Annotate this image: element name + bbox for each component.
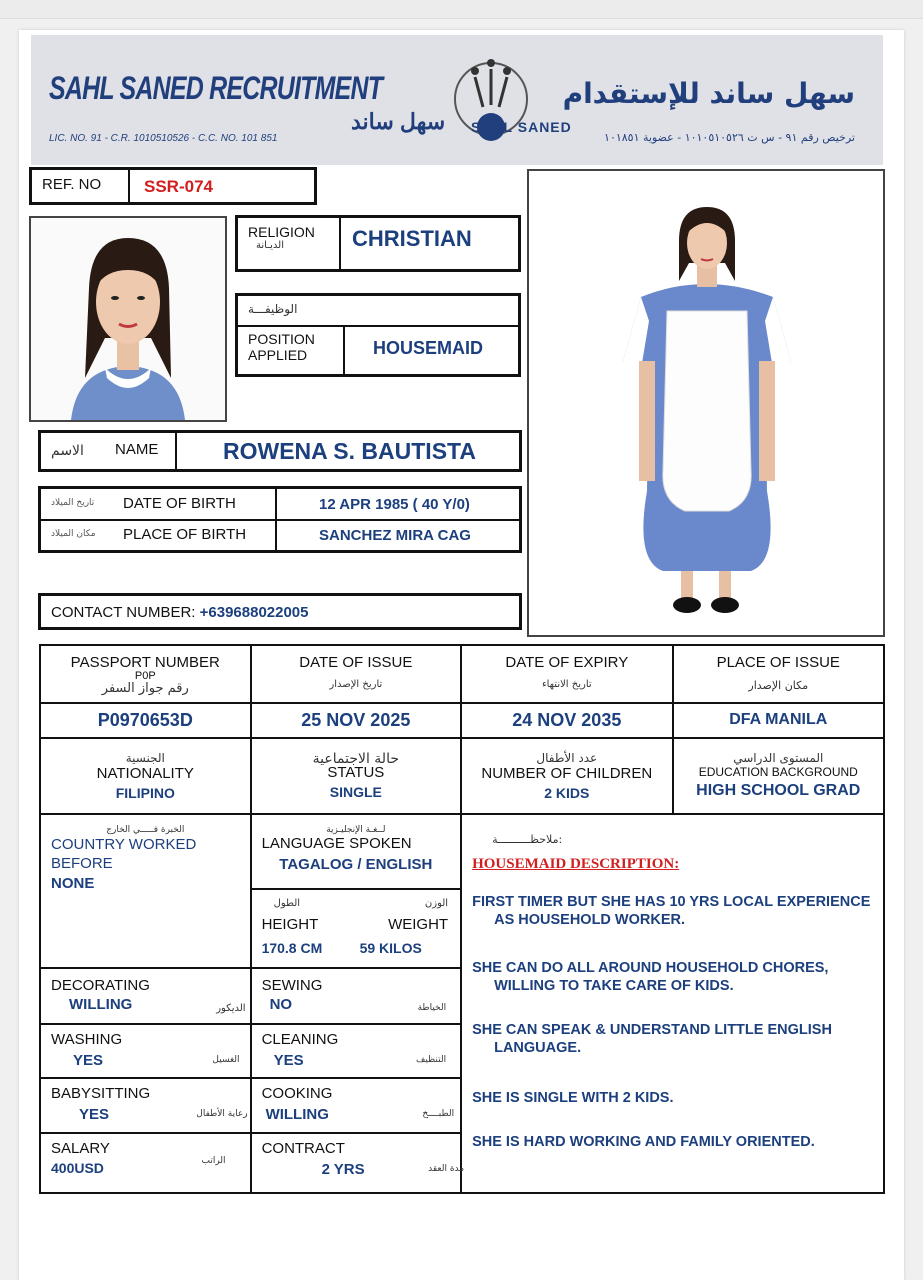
passport-number-header (40, 645, 251, 703)
skill-cooking-label: COOKING (261, 1085, 333, 1102)
education-cell (673, 738, 884, 814)
skill-babysitting-label: BABYSITTING (51, 1085, 151, 1102)
skill-sewing-ar: الخياطة (417, 1003, 447, 1013)
expiry-date-header (461, 645, 672, 703)
skill-cleaning-ar: التنظيف (416, 1055, 447, 1065)
height-label: HEIGHT (261, 916, 319, 933)
license-en: LIC. NO. 91 - C.R. 1010510526 - C.C. NO. 101 851 (49, 133, 278, 144)
name-box (38, 430, 522, 472)
issue-date-label: DATE OF ISSUE (299, 654, 413, 671)
religion-value: CHRISTIAN (352, 226, 472, 251)
skill-babysitting-cell (40, 1078, 251, 1133)
nationality-label-ar: الجنسية (125, 751, 165, 765)
salary-value: 400USD (51, 1160, 104, 1176)
education-label: EDUCATION BACKGROUND (698, 765, 858, 779)
height-label-ar: الطول (273, 898, 301, 909)
passport-number-sub: P0P (134, 670, 156, 682)
contract-ar: مدة العقد (428, 1164, 465, 1174)
position-box (235, 293, 521, 377)
experience-label: COUNTRY WORKED BEFORE (51, 836, 197, 872)
weight-value: 59 KILOS (359, 940, 422, 956)
language-label-ar: لــغـة الإنجليـزية (326, 825, 386, 835)
name-label: NAME (115, 441, 159, 458)
religion-label-ar: الديـانة (256, 240, 284, 251)
salary-ar: الراتب (201, 1156, 226, 1166)
ref-no-box (29, 167, 317, 205)
issue-place: DFA MANILA (729, 711, 828, 728)
language-cell (251, 814, 462, 889)
weight-label-ar: الوزن (424, 898, 449, 909)
nationality-label: NATIONALITY (96, 765, 194, 782)
passport-number: P0970653D (97, 710, 193, 730)
skill-sewing-value: NO (269, 996, 293, 1013)
position-label-ar: الوظيفـــة (248, 302, 298, 316)
pob-value: SANCHEZ MIRA CAG (319, 527, 471, 544)
children-cell (461, 738, 672, 814)
skill-cleaning-label: CLEANING (261, 1031, 339, 1048)
ref-no-value: SSR-074 (144, 177, 213, 196)
portrait-photo-icon (31, 218, 225, 420)
company-name-ar: سهل ساند للإستقدام (562, 77, 855, 110)
remarks-title: HOUSEMAID DESCRIPTION: (472, 856, 680, 872)
issue-date: 25 NOV 2025 (301, 710, 411, 730)
skill-decorating-cell (40, 968, 251, 1024)
company-header (31, 35, 883, 165)
remark-line-5: SHE IS HARD WORKING AND FAMILY ORIENTED. (472, 1134, 815, 1150)
contract-label: CONTRACT (261, 1140, 345, 1157)
remarks-cell (461, 814, 884, 1193)
skill-cleaning-value: YES (273, 1052, 304, 1069)
remark-line-3: SHE CAN SPEAK & UNDERSTAND LITTLE ENGLISH LANGUAGE. (472, 1022, 832, 1056)
skill-cleaning-cell (251, 1024, 462, 1078)
skill-cooking-cell (251, 1078, 462, 1133)
nationality-value: FILIPINO (115, 785, 175, 801)
browser-top-bar (0, 0, 923, 19)
children-value: 2 KIDS (544, 785, 590, 801)
pob-label: PLACE OF BIRTH (123, 526, 247, 543)
issue-place-cell (673, 703, 884, 738)
skill-cooking-value: WILLING (265, 1106, 329, 1123)
skill-sewing-cell (251, 968, 462, 1024)
issue-date-label-ar: تاريخ الإصدار (329, 679, 383, 690)
issue-place-label-ar: مكان الإصدار (748, 679, 809, 692)
dob-label-ar: تاريخ الميلاد (51, 498, 95, 508)
details-table (39, 644, 885, 1194)
issue-place-header (673, 645, 884, 703)
company-name-en: SAHL SANED RECRUITMENT (49, 70, 383, 106)
remarks-label-ar: ملاحظــــــــــة: (492, 833, 563, 846)
full-body-photo (527, 169, 885, 637)
education-value: HIGH SCHOOL GRAD (696, 782, 861, 799)
license-ar: ترخيص رقم ٩١ - س ت ١٠١٠٥١٠٥٢٦ - عضوية ١٠١٨٥١ (604, 131, 855, 144)
contact-line (51, 604, 309, 621)
language-label: LANGUAGE SPOKEN (261, 835, 412, 852)
name-label-ar: الاسم (51, 443, 84, 459)
remark-line-2: SHE CAN DO ALL AROUND HOUSEHOLD CHORES, WILLING TO TAKE CARE OF KIDS. (472, 960, 829, 994)
dob-value: 12 APR 1985 ( 40 Y/0) (319, 496, 470, 513)
contact-value: +639688022005 (199, 604, 309, 621)
skill-washing-value: YES (73, 1052, 104, 1069)
salary-label: SALARY (51, 1140, 110, 1157)
status-cell (251, 738, 462, 814)
children-label: NUMBER OF CHILDREN (481, 765, 653, 782)
skill-sewing-label: SEWING (261, 977, 323, 994)
position-label: POSITION APPLIED (238, 327, 345, 374)
birth-divider (41, 519, 519, 521)
skill-cooking-ar: الطبــــخ (422, 1109, 455, 1119)
religion-box (235, 215, 521, 272)
skill-washing-cell (40, 1024, 251, 1078)
expiry-date-label: DATE OF EXPIRY (505, 654, 629, 671)
logo-text-ar: سهل ساند (351, 109, 446, 134)
full-body-photo-icon (529, 171, 883, 635)
ref-no-label: REF. NO (32, 170, 130, 202)
contact-label: CONTACT NUMBER: (51, 604, 196, 621)
language-value: TAGALOG / ENGLISH (279, 856, 433, 873)
skill-washing-label: WASHING (51, 1031, 123, 1048)
issue-date-header (251, 645, 462, 703)
name-value: ROWENA S. BAUTISTA (223, 438, 476, 464)
position-value: HOUSEMAID (373, 338, 484, 358)
issue-place-label: PLACE OF ISSUE (716, 654, 840, 671)
remark-line-1: FIRST TIMER BUT SHE HAS 10 YRS LOCAL EXPERIENCE AS HOUSEHOLD WORKER. (472, 894, 871, 928)
skill-decorating-ar: الديكور (216, 1003, 246, 1014)
cv-page (19, 30, 904, 1280)
salary-cell (40, 1133, 251, 1193)
passport-photo (29, 216, 227, 422)
birth-col-divider (275, 489, 277, 550)
skill-babysitting-value: YES (79, 1106, 110, 1123)
height-value: 170.8 CM (261, 940, 323, 956)
contract-value: 2 YRS (321, 1161, 365, 1178)
passport-number-label: PASSPORT NUMBER (70, 654, 220, 671)
issue-date-cell (251, 703, 462, 738)
contact-box (38, 593, 522, 630)
expiry-date: 24 NOV 2035 (512, 710, 622, 730)
contract-cell (251, 1133, 465, 1193)
status-label: STATUS (327, 764, 385, 781)
dob-label: DATE OF BIRTH (123, 495, 236, 512)
remark-line-4: SHE IS SINGLE WITH 2 KIDS. (472, 1090, 674, 1106)
weight-label: WEIGHT (388, 916, 449, 933)
skill-washing-ar: الغسيل (212, 1055, 240, 1065)
skill-decorating-value: WILLING (69, 996, 133, 1013)
passport-number-label-ar: رقم جواز السفر (101, 681, 189, 696)
children-label-ar: عدد الأطفال (536, 751, 598, 765)
experience-cell (40, 814, 251, 968)
passport-number-cell (40, 703, 251, 738)
status-value: SINGLE (329, 784, 382, 800)
skill-babysitting-ar: رعاية الأطفال (196, 1109, 248, 1119)
birth-box (38, 486, 522, 553)
experience-value: NONE (51, 875, 95, 892)
height-weight-cell (251, 889, 462, 968)
expiry-date-label-ar: تاريخ الانتهاء (541, 679, 592, 690)
education-label-ar: المستوى الدراسي (733, 751, 824, 765)
skill-decorating-label: DECORATING (51, 977, 150, 994)
logo-text-en: SAHL SANED (471, 119, 572, 135)
religion-label-cell (238, 218, 341, 269)
experience-label-ar: الخبرة فـــــي الخارج (106, 825, 185, 835)
status-label-ar: حالة الاجتماعية (312, 751, 399, 767)
expiry-date-cell (461, 703, 672, 738)
pob-label-ar: مكان الميلاد (51, 529, 96, 539)
nationality-cell (40, 738, 251, 814)
religion-label: RELIGION (248, 224, 315, 240)
